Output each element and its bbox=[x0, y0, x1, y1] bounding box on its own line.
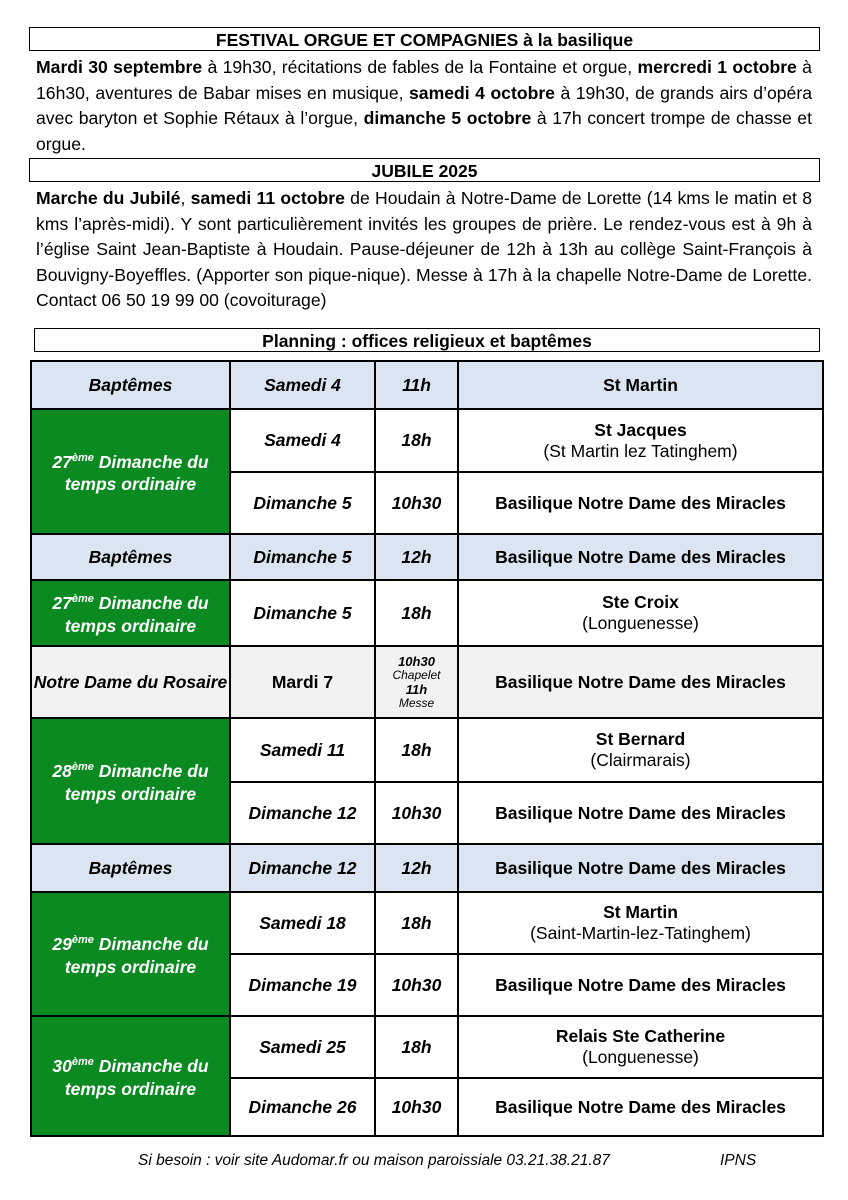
row-time: 12h bbox=[375, 844, 458, 892]
row-label: Baptêmes bbox=[31, 534, 230, 580]
row-place: Basilique Notre Dame des Miracles bbox=[458, 472, 823, 534]
row-time: 18h bbox=[375, 409, 458, 472]
jubile-title: JUBILE 2025 bbox=[29, 158, 820, 182]
table-row bbox=[31, 1016, 823, 1078]
table-row bbox=[31, 892, 823, 954]
table-row bbox=[31, 534, 823, 580]
row-label: Baptêmes bbox=[31, 844, 230, 892]
row-day: Dimanche 12 bbox=[230, 844, 375, 892]
table-row bbox=[31, 718, 823, 782]
jubile-paragraph: Marche du Jubilé, samedi 11 octobre de Houdain à Notre-Dame de Lorette (14 kms le matin et 8 kms l’après-midi). Y sont particulièrement invités les groupes de prière. Le rendez-vous est à 9h à l’église Saint Jean-Baptiste à Houdain. Pause-déjeuner de 12h à 13h au collège Saint-François à Bouvigny-Boyeffles. (Apporter son pique-nique). Messe à 17h à la chapelle Notre-Dame de Lorette. Contact 06 50 19 99 00 (covoiturage) bbox=[36, 188, 812, 310]
festival-paragraph: Mardi 30 septembre à 19h30, récitations de fables de la Fontaine et orgue, mercredi 1 octobre à 16h30, aventures de Babar mises en musique, samedi 4 octobre à 19h30, de grands airs d’opéra avec baryton et Sophie Rétaux à l’orgue, dimanche 5 octobre à 17h concert trompe de chasse et orgue. bbox=[36, 57, 812, 154]
row-time: 10h30 Chapelet 11h Messe bbox=[375, 646, 458, 718]
row-day: Dimanche 5 bbox=[230, 472, 375, 534]
sunday-label: 27ème Dimanche du temps ordinaire bbox=[31, 409, 230, 534]
row-time: 18h bbox=[375, 892, 458, 954]
footer-ipns: IPNS bbox=[720, 1152, 757, 1169]
row-day: Mardi 7 bbox=[230, 646, 375, 718]
row-day: Dimanche 12 bbox=[230, 782, 375, 844]
row-label: Notre Dame du Rosaire bbox=[31, 646, 230, 718]
row-place: Basilique Notre Dame des Miracles bbox=[458, 534, 823, 580]
sunday-label: 28ème Dimanche du temps ordinaire bbox=[31, 718, 230, 844]
row-place: Basilique Notre Dame des Miracles bbox=[458, 782, 823, 844]
row-day: Dimanche 5 bbox=[230, 534, 375, 580]
row-place: Relais Ste Catherine (Longuenesse) bbox=[458, 1016, 823, 1078]
table-row bbox=[31, 409, 823, 472]
row-place: St Bernard (Clairmarais) bbox=[458, 718, 823, 782]
planning-table bbox=[30, 360, 824, 1137]
sunday-label: 27ème Dimanche du temps ordinaire bbox=[31, 580, 230, 646]
row-time: 18h bbox=[375, 718, 458, 782]
row-place: Basilique Notre Dame des Miracles bbox=[458, 844, 823, 892]
row-day: Samedi 11 bbox=[230, 718, 375, 782]
row-place: Basilique Notre Dame des Miracles bbox=[458, 646, 823, 718]
row-place: St Martin (Saint-Martin-lez-Tatinghem) bbox=[458, 892, 823, 954]
festival-title: FESTIVAL ORGUE ET COMPAGNIES à la basilique bbox=[29, 27, 820, 51]
table-row bbox=[31, 844, 823, 892]
planning-title: Planning : offices religieux et baptêmes bbox=[34, 328, 820, 352]
row-time: 18h bbox=[375, 580, 458, 646]
sunday-label: 30ème Dimanche du temps ordinaire bbox=[31, 1016, 230, 1136]
row-place: St Martin bbox=[458, 361, 823, 409]
table-row bbox=[31, 580, 823, 646]
row-day: Dimanche 19 bbox=[230, 954, 375, 1016]
row-place: St Jacques (St Martin lez Tatinghem) bbox=[458, 409, 823, 472]
row-time: 12h bbox=[375, 534, 458, 580]
row-day: Samedi 4 bbox=[230, 409, 375, 472]
row-time: 18h bbox=[375, 1016, 458, 1078]
table-row bbox=[31, 361, 823, 409]
row-day: Samedi 25 bbox=[230, 1016, 375, 1078]
row-label: Baptêmes bbox=[31, 361, 230, 409]
row-time: 10h30 bbox=[375, 1078, 458, 1136]
row-place: Basilique Notre Dame des Miracles bbox=[458, 1078, 823, 1136]
table-row bbox=[31, 646, 823, 718]
row-time: 10h30 bbox=[375, 782, 458, 844]
footer-text: Si besoin : voir site Audomar.fr ou maison paroissiale 03.21.38.21.87 bbox=[138, 1152, 610, 1169]
row-day: Dimanche 5 bbox=[230, 580, 375, 646]
row-time: 10h30 bbox=[375, 954, 458, 1016]
row-place: Ste Croix (Longuenesse) bbox=[458, 580, 823, 646]
row-place: Basilique Notre Dame des Miracles bbox=[458, 954, 823, 1016]
row-time: 11h bbox=[375, 361, 458, 409]
row-day: Samedi 18 bbox=[230, 892, 375, 954]
row-day: Samedi 4 bbox=[230, 361, 375, 409]
row-time: 10h30 bbox=[375, 472, 458, 534]
sunday-label: 29ème Dimanche du temps ordinaire bbox=[31, 892, 230, 1016]
row-day: Dimanche 26 bbox=[230, 1078, 375, 1136]
